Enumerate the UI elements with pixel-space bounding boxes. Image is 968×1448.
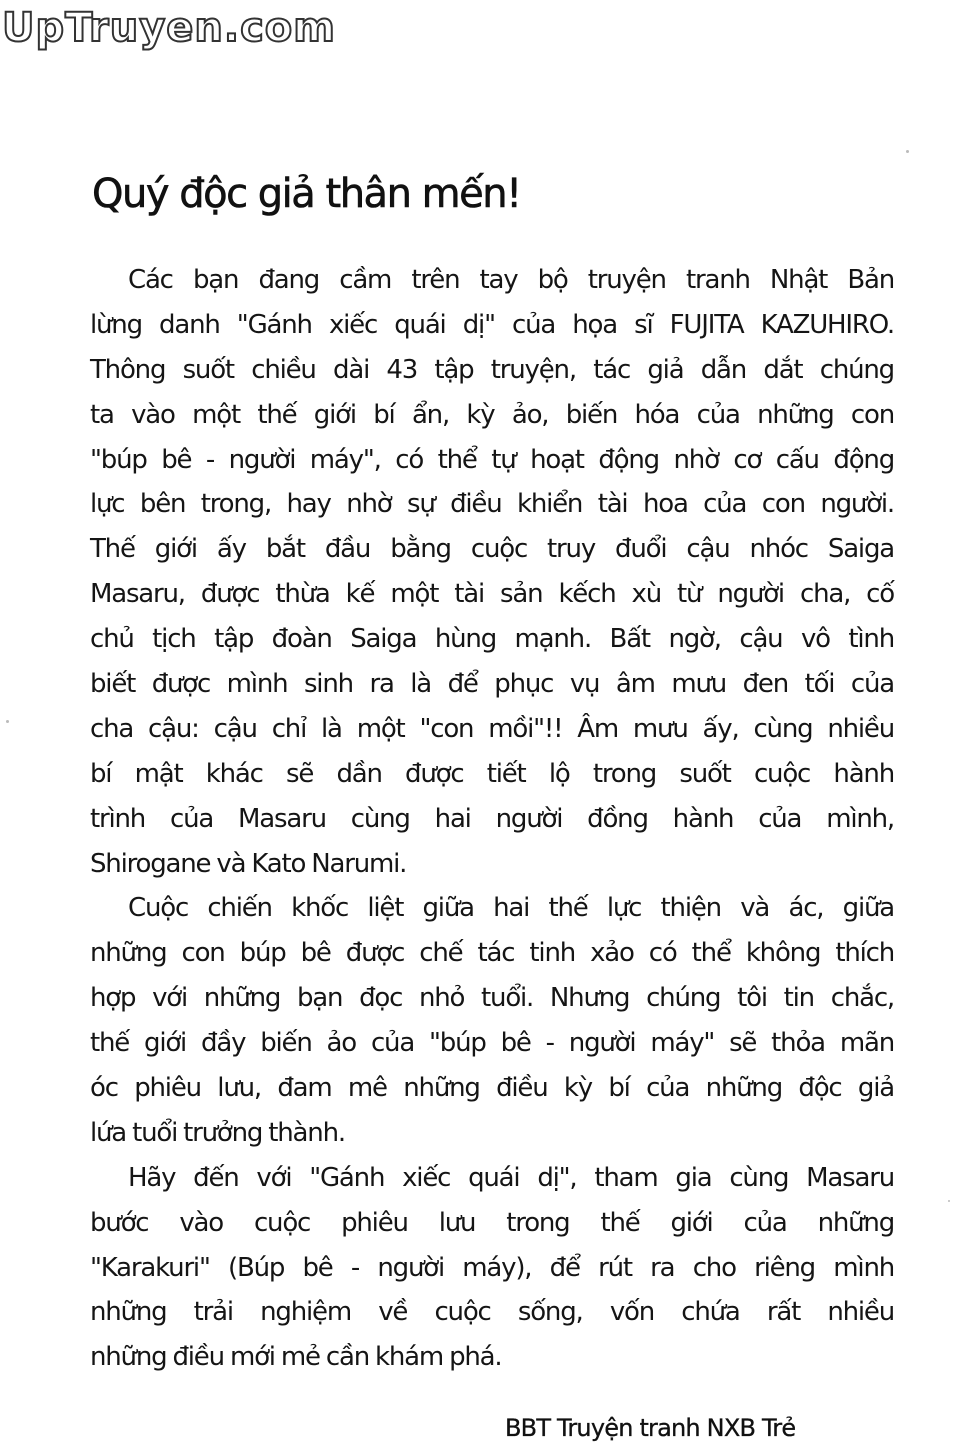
text-line: những điều mới mẻ cần khám phá. xyxy=(90,1342,502,1373)
text-line: lứa tuổi trưởng thành. xyxy=(90,1117,345,1148)
text-line: "Karakuri" (Búp bê - người máy), để rút ra cho riêng mình xyxy=(90,1252,894,1283)
text-line: Cuộc chiến khốc liệt giữa hai thế lực thiện và ác, giữa xyxy=(128,893,894,924)
text-line: Thế giới ấy bắt đầu bằng cuộc truy đuổi cậu nhóc Saiga xyxy=(90,534,894,565)
text-line: Thông suốt chiều dài 43 tập truyện, tác giả dẫn dắt chúng xyxy=(90,354,894,385)
scan-speck xyxy=(6,720,9,723)
text-line: bước vào cuộc phiêu lưu trong thế giới của những xyxy=(90,1207,894,1238)
editorial-signature: BBT Truyện tranh NXB Trẻ xyxy=(505,1414,796,1442)
text-line: biết được mình sinh ra là để phục vụ âm mưu đen tối của xyxy=(90,669,894,700)
text-line: Các bạn đang cầm trên tay bộ truyện tranh Nhật Bản xyxy=(128,265,894,295)
text-line: lực bên trong, hay nhờ sự điều khiển tài hoa của con người. xyxy=(90,489,894,520)
text-line: ta vào một thế giới bí ẩn, kỳ ảo, biến hóa của những con xyxy=(90,399,894,430)
text-line: Masaru, được thừa kế một tài sản kếch xù từ người cha, cố xyxy=(90,579,894,610)
text-line: những trải nghiệm về cuộc sống, vốn chứa rất nhiều xyxy=(90,1297,894,1328)
paragraph-intro xyxy=(90,258,894,886)
site-watermark-logo: UpTruyen.com xyxy=(2,5,336,51)
text-line: thế giới đầy biến ảo của "búp bê - người máy" sẽ thỏa mãn xyxy=(90,1028,894,1059)
text-line: "búp bê - người máy", có thể tự hoạt động nhờ cơ cấu động xyxy=(90,444,894,475)
paragraph-warning xyxy=(90,886,894,1155)
text-line: óc phiêu lưu, đam mê những điều kỳ bí của những độc giả xyxy=(90,1073,894,1104)
text-line: lừng danh "Gánh xiếc quái dị" của họa sĩ FUJITA KAZUHIRO. xyxy=(90,309,894,340)
text-line: cha cậu: cậu chỉ là một "con mồi"!! Âm mưu ấy, cùng nhiều xyxy=(90,713,894,744)
text-line: chủ tịch tập đoàn Saiga hùng mạnh. Bất ngờ, cậu vô tình xyxy=(90,624,894,655)
scan-speck xyxy=(948,1200,950,1202)
letter-title: Quý độc giả thân mến! xyxy=(92,171,521,217)
text-line: hợp với những bạn đọc nhỏ tuổi. Nhưng chúng tôi tin chắc, xyxy=(90,983,894,1014)
text-line: Hãy đến với "Gánh xiếc quái dị", tham gia cùng Masaru xyxy=(128,1162,894,1193)
text-line: trình của Masaru cùng hai người đồng hành của mình, xyxy=(90,803,894,834)
letter-body xyxy=(90,258,894,1380)
text-line: bí mật khác sẽ dần được tiết lộ trong suốt cuộc hành xyxy=(90,758,894,789)
scan-speck xyxy=(906,150,909,153)
text-line: những con búp bê được chế tác tinh xảo có thể không thích xyxy=(90,938,894,969)
paragraph-invitation xyxy=(90,1156,894,1380)
text-line: Shirogane và Kato Narumi. xyxy=(90,848,407,879)
